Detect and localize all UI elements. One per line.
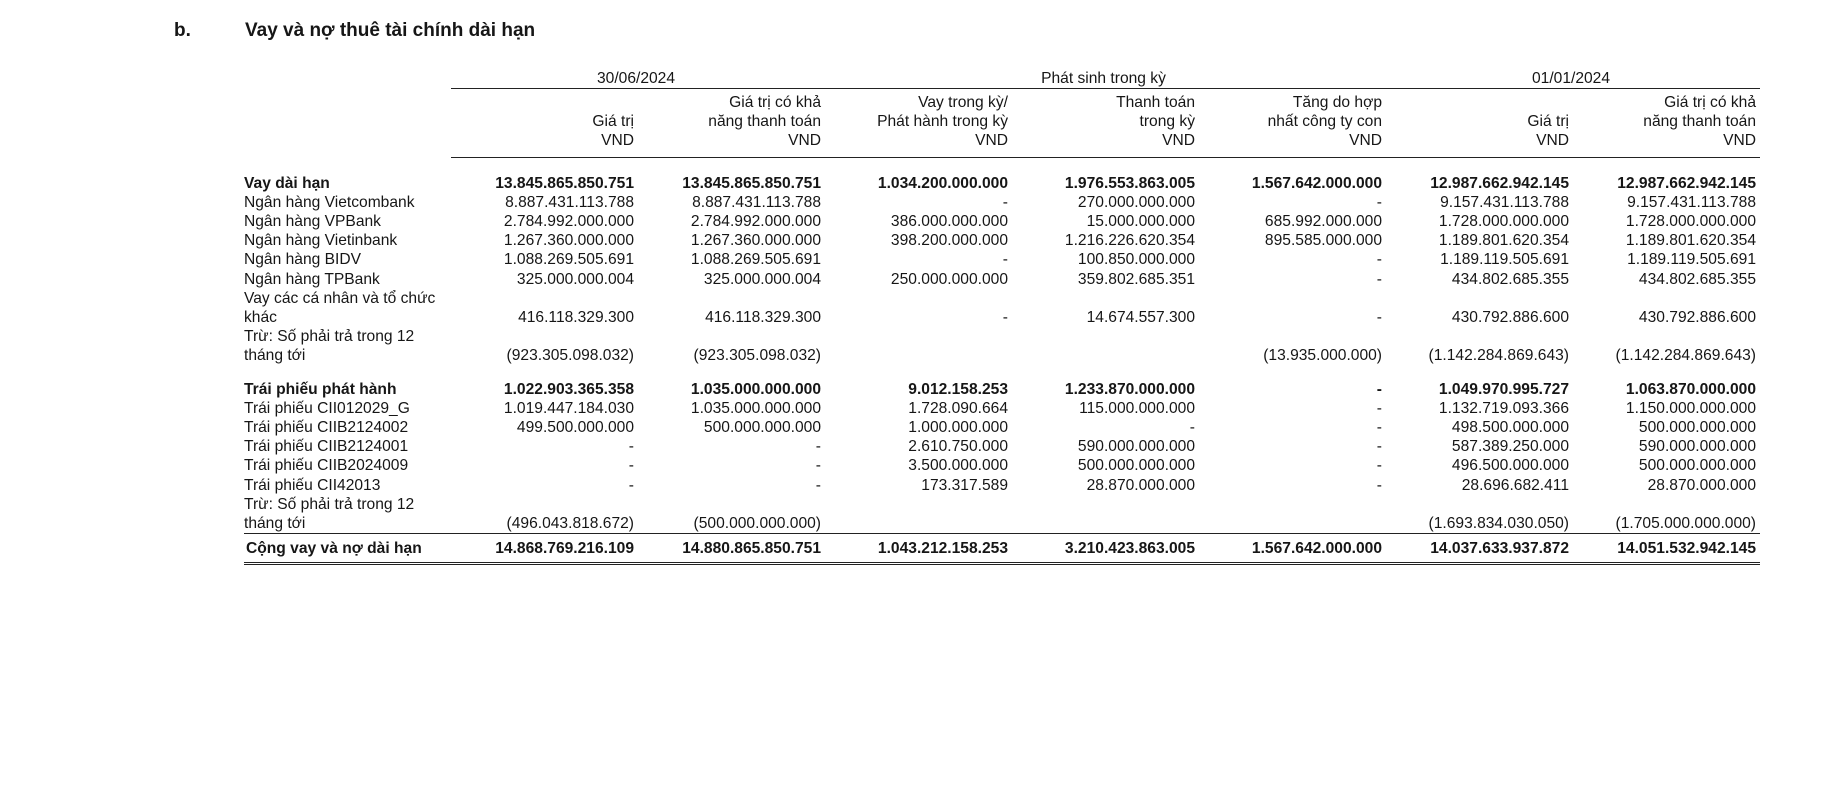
table-row — [244, 476, 1760, 495]
cell-value: 499.500.000.000 — [516, 419, 634, 437]
cell-value: 3.500.000.000 — [908, 457, 1008, 475]
cell-value: 500.000.000.000 — [1077, 457, 1195, 475]
row-label: Trái phiếu CII42013 — [244, 476, 381, 494]
header-group-period-end: 30/06/2024 — [451, 64, 825, 89]
cell-value: 398.200.000.000 — [890, 232, 1008, 250]
cell-value: 895.585.000.000 — [1264, 232, 1382, 250]
cell-value: - — [1189, 419, 1195, 437]
cell-value: 15.000.000.000 — [1086, 213, 1195, 231]
cell-value: 1.088.269.505.691 — [690, 251, 821, 269]
cell-value: 3.210.423.863.005 — [1012, 534, 1199, 564]
table-row — [244, 174, 1760, 193]
cell-value: 2.784.992.000.000 — [503, 213, 634, 231]
row-label: Ngân hàng TPBank — [244, 270, 380, 288]
header-sub-row — [244, 89, 1760, 158]
cell-value: (1.142.284.869.643) — [1428, 347, 1569, 365]
cell-value: 325.000.000.004 — [516, 270, 634, 288]
cell-value: 430.792.886.600 — [1638, 309, 1756, 327]
section-number: b. — [174, 20, 191, 41]
cell-value — [1199, 495, 1386, 534]
col-header-consolidation: Tăng do hợp nhất công ty con VND — [1199, 89, 1386, 158]
table-row — [244, 380, 1760, 399]
table-row — [244, 495, 1760, 534]
cell-value: - — [1376, 193, 1382, 211]
cell-value: 1.049.970.995.727 — [1438, 380, 1569, 398]
cell-value: (496.043.818.672) — [506, 515, 634, 533]
row-label: Vay các cá nhân và tổ chức khác — [244, 289, 436, 327]
cell-value: 500.000.000.000 — [1638, 457, 1756, 475]
cell-value: - — [1376, 270, 1382, 288]
row-label: Trái phiếu CIIB2124001 — [244, 438, 409, 456]
cell-value: 8.887.431.113.788 — [505, 193, 634, 211]
row-label: Trái phiếu CII012029_G — [244, 399, 410, 417]
cell-value: 14.674.557.300 — [1086, 309, 1195, 327]
cell-value: (923.305.098.032) — [693, 347, 821, 365]
cell-value: - — [1376, 251, 1382, 269]
cell-value: - — [1376, 438, 1382, 456]
cell-value: 100.850.000.000 — [1077, 251, 1195, 269]
cell-value — [1012, 327, 1199, 365]
row-label: Ngân hàng BIDV — [244, 251, 362, 269]
row-label: Ngân hàng Vietinbank — [244, 232, 398, 250]
table-row — [244, 212, 1760, 231]
cell-value: 498.500.000.000 — [1451, 419, 1569, 437]
row-label: Trái phiếu CIIB2124002 — [244, 419, 409, 437]
cell-value: 1.728.090.664 — [908, 399, 1008, 417]
cell-value: - — [1376, 399, 1382, 417]
cell-value: 115.000.000.000 — [1079, 399, 1195, 417]
row-label: Ngân hàng VPBank — [244, 213, 381, 231]
cell-value: 28.870.000.000 — [1647, 476, 1756, 494]
cell-value: 1.132.719.093.366 — [1438, 399, 1569, 417]
cell-value: 12.987.662.942.145 — [1430, 174, 1569, 192]
cell-value: (1.142.284.869.643) — [1615, 347, 1756, 365]
cell-value: - — [1002, 251, 1008, 269]
cell-value: 359.802.685.351 — [1077, 270, 1195, 288]
row-label: Trái phiếu CIIB2024009 — [244, 457, 409, 475]
cell-value: 1.728.000.000.000 — [1625, 213, 1756, 231]
table-row — [244, 327, 1760, 365]
cell-value: 496.500.000.000 — [1451, 457, 1569, 475]
cell-value: 14.037.633.937.872 — [1386, 534, 1573, 564]
row-label: Vay dài hạn — [244, 174, 330, 192]
cell-value: 685.992.000.000 — [1264, 213, 1382, 231]
cell-value: - — [815, 476, 821, 494]
cell-value: 1.035.000.000.000 — [690, 399, 821, 417]
table-row — [244, 193, 1760, 212]
col-header-value-start: Giá trị VND — [1386, 89, 1573, 158]
cell-value: 1.267.360.000.000 — [503, 232, 634, 250]
cell-value: 14.051.532.942.145 — [1573, 534, 1760, 564]
cell-value: 270.000.000.000 — [1077, 193, 1195, 211]
cell-value: 1.233.870.000.000 — [1064, 380, 1195, 398]
cell-value: - — [815, 438, 821, 456]
total-row — [244, 534, 1760, 564]
cell-value: 590.000.000.000 — [1638, 438, 1756, 456]
cell-value: 1.034.200.000.000 — [877, 174, 1008, 192]
cell-value: 1.088.269.505.691 — [503, 251, 634, 269]
table-row — [244, 289, 1760, 327]
cell-value: - — [1376, 476, 1382, 494]
cell-value: 1.022.903.365.358 — [503, 380, 634, 398]
cell-value: 173.317.589 — [921, 476, 1008, 494]
cell-value: 14.868.769.216.109 — [451, 534, 638, 564]
cell-value: - — [1376, 457, 1382, 475]
table-row — [244, 231, 1760, 250]
cell-value: - — [1376, 380, 1382, 398]
cell-value: 1.189.801.620.354 — [1438, 232, 1569, 250]
cell-value: 2.610.750.000 — [908, 438, 1008, 456]
cell-value: 250.000.000.000 — [890, 270, 1008, 288]
cell-value: - — [815, 457, 821, 475]
cell-value: 590.000.000.000 — [1077, 438, 1195, 456]
col-header-borrowed: Vay trong kỳ/ Phát hành trong kỳ VND — [825, 89, 1012, 158]
cell-value: (923.305.098.032) — [506, 347, 634, 365]
cell-value: 416.118.329.300 — [518, 309, 634, 327]
cell-value: 1.043.212.158.253 — [825, 534, 1012, 564]
cell-value: (1.693.834.030.050) — [1428, 515, 1569, 533]
cell-value: 1.189.801.620.354 — [1625, 232, 1756, 250]
cell-value: 1.567.642.000.000 — [1199, 534, 1386, 564]
cell-value: 1.035.000.000.000 — [690, 380, 821, 398]
cell-value: 9.157.431.113.788 — [1440, 193, 1569, 211]
cell-value: 1.019.447.184.030 — [503, 399, 634, 417]
table-row — [244, 437, 1760, 456]
cell-value: 500.000.000.000 — [703, 419, 821, 437]
cell-value: 1.063.870.000.000 — [1625, 380, 1756, 398]
cell-value: 386.000.000.000 — [890, 213, 1008, 231]
cell-value: 13.845.865.850.751 — [682, 174, 821, 192]
section-title: Vay và nợ thuê tài chính dài hạn — [245, 20, 536, 41]
cell-value: 434.802.685.355 — [1451, 270, 1569, 288]
long-term-loans-table — [244, 64, 1760, 565]
cell-value: - — [1376, 419, 1382, 437]
cell-value — [825, 495, 1012, 534]
col-header-repaid: Thanh toán trong kỳ VND — [1012, 89, 1199, 158]
cell-value: 325.000.000.004 — [703, 270, 821, 288]
table-row — [244, 418, 1760, 437]
cell-value: 1.567.642.000.000 — [1251, 174, 1382, 192]
total-label: Cộng vay và nợ dài hạn — [244, 534, 451, 564]
header-group-movements: Phát sinh trong kỳ — [825, 64, 1386, 89]
header-group-row — [244, 64, 1760, 89]
cell-value: 1.267.360.000.000 — [690, 232, 821, 250]
cell-value: 1.150.000.000.000 — [1625, 399, 1756, 417]
cell-value: 9.012.158.253 — [908, 380, 1008, 398]
cell-value: 587.389.250.000 — [1451, 438, 1569, 456]
cell-value: - — [628, 476, 634, 494]
cell-value: 1.216.226.620.354 — [1064, 232, 1195, 250]
cell-value: 14.880.865.850.751 — [638, 534, 825, 564]
table-row — [244, 250, 1760, 269]
cell-value: - — [628, 438, 634, 456]
cell-value: 12.987.662.942.145 — [1617, 174, 1756, 192]
col-header-value-end: Giá trị VND — [451, 89, 638, 158]
cell-value: - — [1376, 309, 1382, 327]
cell-value: 1.728.000.000.000 — [1438, 213, 1569, 231]
cell-value: 416.118.329.300 — [705, 309, 821, 327]
cell-value: 434.802.685.355 — [1638, 270, 1756, 288]
cell-value — [1012, 495, 1199, 534]
cell-value: - — [1002, 193, 1008, 211]
cell-value: 28.870.000.000 — [1086, 476, 1195, 494]
cell-value: 500.000.000.000 — [1638, 419, 1756, 437]
cell-value: (13.935.000.000) — [1263, 347, 1382, 365]
row-label: Trừ: Số phải trả trong 12 tháng tới — [244, 328, 415, 365]
cell-value: 1.189.119.505.691 — [1440, 251, 1569, 269]
cell-value: 1.189.119.505.691 — [1627, 251, 1756, 269]
cell-value: - — [628, 457, 634, 475]
table-row — [244, 456, 1760, 475]
col-header-payable-start: Giá trị có khả năng thanh toán VND — [1573, 89, 1760, 158]
cell-value — [825, 327, 1012, 365]
cell-value: (1.705.000.000.000) — [1615, 515, 1756, 533]
cell-value: 1.976.553.863.005 — [1064, 174, 1195, 192]
cell-value: 28.696.682.411 — [1461, 476, 1569, 494]
row-label: Ngân hàng Vietcombank — [244, 193, 415, 211]
row-label: Trái phiếu phát hành — [244, 380, 397, 398]
cell-value: 1.000.000.000 — [908, 419, 1008, 437]
cell-value: 8.887.431.113.788 — [692, 193, 821, 211]
cell-value: (500.000.000.000) — [693, 515, 821, 533]
header-group-period-start: 01/01/2024 — [1386, 64, 1760, 89]
table-row — [244, 399, 1760, 418]
row-label: Trừ: Số phải trả trong 12 tháng tới — [244, 495, 415, 533]
cell-value: - — [1002, 309, 1008, 327]
cell-value: 430.792.886.600 — [1451, 309, 1569, 327]
table-row — [244, 270, 1760, 289]
cell-value: 13.845.865.850.751 — [495, 174, 634, 192]
cell-value: 2.784.992.000.000 — [690, 213, 821, 231]
col-header-payable-end: Giá trị có khả năng thanh toán VND — [638, 89, 825, 158]
cell-value: 9.157.431.113.788 — [1627, 193, 1756, 211]
